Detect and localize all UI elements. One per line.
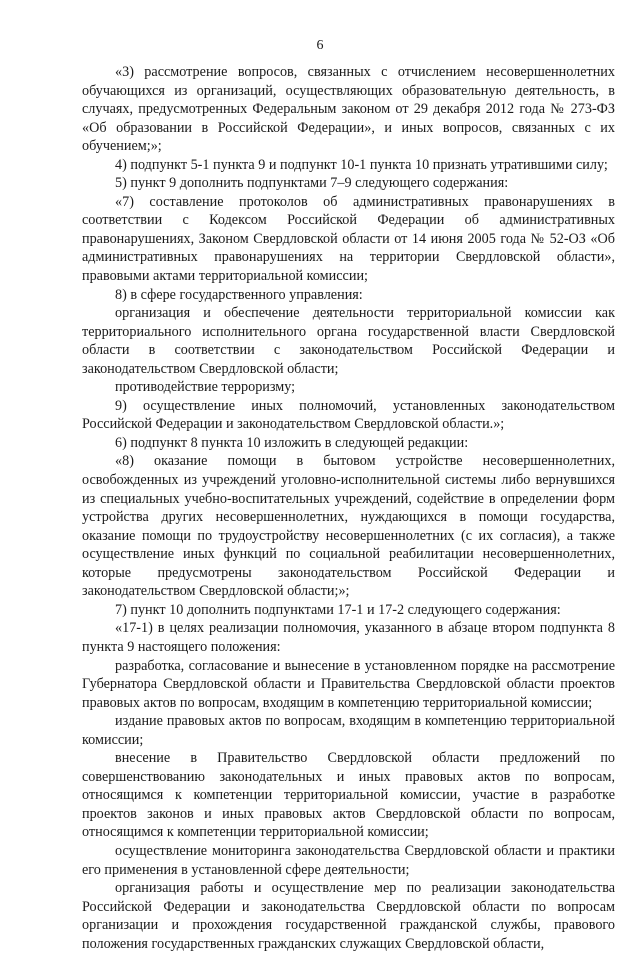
- document-body: [82, 63, 615, 953]
- page-number: 6: [316, 38, 324, 53]
- paragraph-subitem-9: 9) осуществление иных полномочий, установленных законодательством Российской Федерации и законодательством Свердловской области.»;: [82, 397, 615, 433]
- paragraph-item-7: 7) пункт 10 дополнить подпунктами 17-1 и 17-2 следующего содержания:: [115, 601, 561, 618]
- paragraph-issuing-acts: издание правовых актов по вопросам, входящим в компетенцию территориальной комиссии;: [82, 713, 615, 748]
- paragraph-item-6: 6) подпункт 8 пункта 10 изложить в следующей редакции:: [115, 434, 469, 451]
- paragraph-subitem-7: «7) составление протоколов об административных правонарушениях в соответствии с Кодексом Российской Федерации об административных правонарушениях, Законом Свердловской области от 14 июня 2005 года № 52-ОЗ «Об административных правонарушениях на территории Свердловской области», правовыми актами территориальной комиссии;: [82, 193, 615, 285]
- paragraph-drafting: разработка, согласование и вынесение в установленном порядке на рассмотрение Губернатора Свердловской области и Правительства Свердловской области проектов правовых актов по вопросам, входящим в компетенцию территориальной комиссии;: [82, 657, 615, 711]
- paragraph-item-4: 4) подпункт 5-1 пункта 9 и подпункт 10-1 пункта 10 признать утратившими силу;: [115, 156, 608, 173]
- paragraph-monitoring: осуществление мониторинга законодательства Свердловской области и практики его применения в установленной сфере деятельности;: [82, 842, 615, 878]
- paragraph-3-dismissal-clause: «3) рассмотрение вопросов, связанных с отчислением несовершеннолетних обучающихся из организаций, осуществляющих образовательную деятельность, в случаях, предусмотренных Федеральным законом от 29 декабря 2012 года № 273-ФЗ «Об образовании в Российской Федерации», и иных вопросов, связанных с их обучением;»;: [82, 64, 615, 155]
- paragraph-subitem-8-new-text: «8) оказание помощи в бытовом устройстве несовершеннолетних, освобожденных из учреждений уголовно-исполнительной системы либо вернувшихся из специальных учебно-воспитательных учреждений, содействие в определении форм устройства других несовершеннолетних, нуждающихся в помощи государства, оказание помощи по трудоустройству несовершеннолетних (с их согласия), а также осуществление иных функций по социальной реабилитации несовершеннолетних, которые предусмотрены законодательством Российской Федерации и законодательством Свердловской области;»;: [82, 453, 615, 600]
- paragraph-subitem-17-1: «17-1) в целях реализации полномочия, указанного в абзаце втором подпункта 8 пункта 9 настоящего положения:: [82, 620, 615, 655]
- paragraph-proposals: внесение в Правительство Свердловской области предложений по совершенствованию законодательных и иных правовых актов по вопросам, относящимся к компетенции территориальной комиссии, участие в разработке проектов законов и иных правовых актов Свердловской области по вопросам, относящимся к компетенции территориальной комиссии;: [82, 750, 615, 841]
- paragraph-counter-terrorism: противодействие терроризму;: [115, 379, 296, 396]
- paragraph-subitem-8: 8) в сфере государственного управления:: [115, 286, 363, 303]
- paragraph-item-5: 5) пункт 9 дополнить подпунктами 7–9 следующего содержания:: [115, 175, 509, 192]
- paragraph-civil-service: организация работы и осуществление мер по реализации законодательства Российской Федерации и законодательства Свердловской области по вопросам организации и прохождения государственной гражданской службы, правового положения государственных гражданских служащих Свердловской области,: [82, 880, 615, 952]
- paragraph-organization: организация и обеспечение деятельности территориальной комиссии как территориального исполнительного органа государственной власти Свердловской области в соответствии с законодательством Российской Федерации и законодательством Свердловской области;: [82, 305, 615, 377]
